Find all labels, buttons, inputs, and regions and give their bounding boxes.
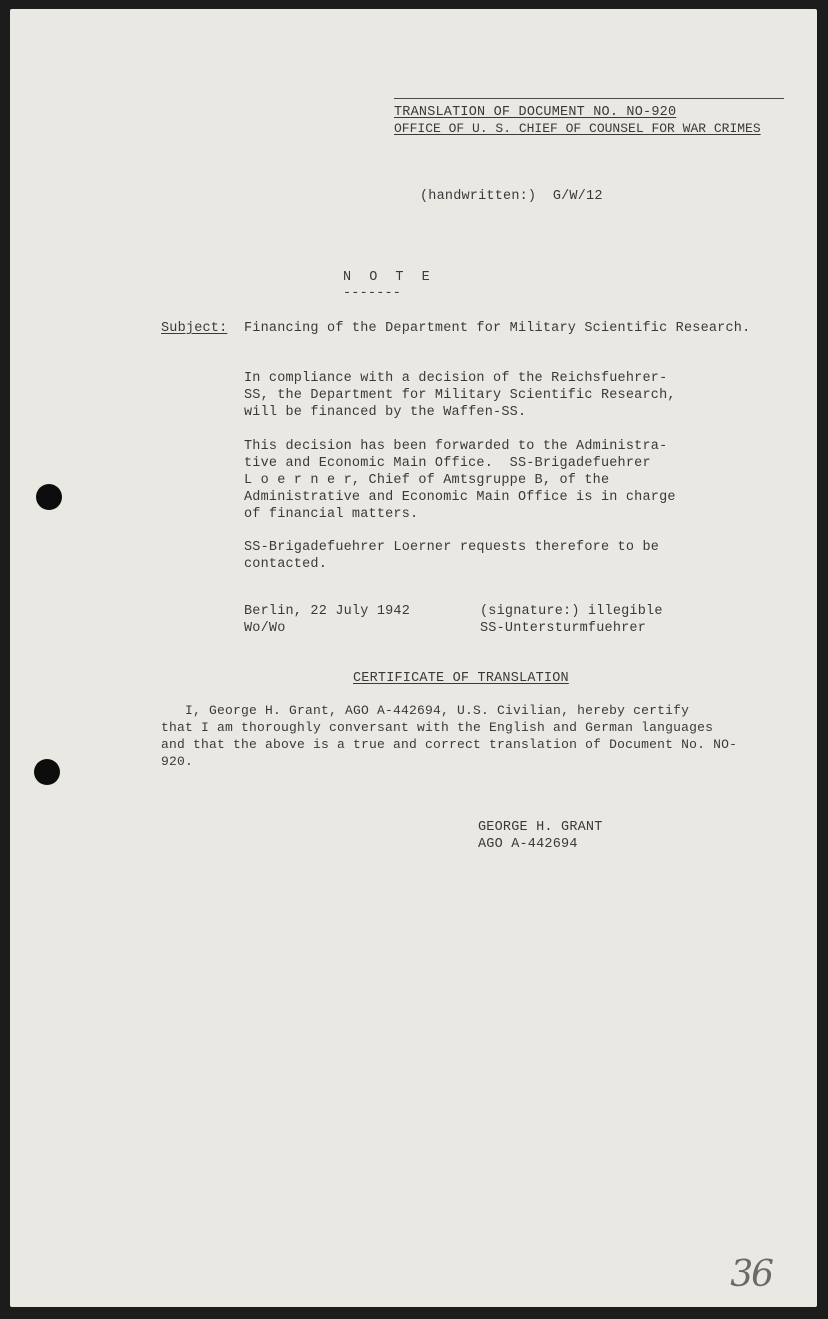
- certificate-line: 920.: [161, 754, 194, 769]
- paragraph-line: L o e r n e r, Chief of Amtsgruppe B, of the: [244, 473, 610, 488]
- signatory-rank: SS-Untersturmfuehrer: [480, 621, 647, 636]
- document-page: [10, 9, 817, 1307]
- note-title: N O T E: [343, 270, 435, 285]
- paragraph-line: will be financed by the Waffen-SS.: [244, 405, 527, 420]
- subject-label: Subject:: [161, 321, 228, 336]
- header-office-line: OFFICE OF U. S. CHIEF OF COUNSEL FOR WAR CRIMES: [394, 121, 761, 136]
- translator-ago: AGO A-442694: [478, 837, 578, 852]
- certificate-title: CERTIFICATE OF TRANSLATION: [353, 671, 569, 686]
- certificate-line: I, George H. Grant, AGO A-442694, U.S. Civilian, hereby certify: [161, 703, 690, 718]
- paragraph-line: This decision has been forwarded to the Administra-: [244, 439, 668, 454]
- paragraph-line: tive and Economic Main Office. SS-Brigadefuehrer: [244, 456, 651, 471]
- header-top-rule: [394, 98, 784, 99]
- handwritten-reference: (handwritten:) G/W/12: [420, 189, 603, 204]
- paragraph-line: In compliance with a decision of the Reichsfuehrer-: [244, 371, 668, 386]
- paragraph-line: Administrative and Economic Main Office is in charge: [244, 490, 676, 505]
- paragraph-line: contacted.: [244, 557, 328, 572]
- paragraph-line: SS, the Department for Military Scientific Research,: [244, 388, 676, 403]
- note-title-rule: -------: [343, 286, 402, 301]
- paragraph-line: SS-Brigadefuehrer Loerner requests therefore to be: [244, 540, 660, 555]
- paragraph-line: of financial matters.: [244, 507, 419, 522]
- certificate-line: and that the above is a true and correct translation of Document No. NO-: [161, 737, 738, 752]
- certificate-line: that I am thoroughly conversant with the English and German languages: [161, 720, 714, 735]
- handwritten-page-number: 36: [730, 1254, 772, 1295]
- subject-text: Financing of the Department for Military Scientific Research.: [244, 321, 751, 336]
- place-date: Berlin, 22 July 1942: [244, 604, 411, 619]
- translator-name: GEORGE H. GRANT: [478, 820, 603, 835]
- punch-hole-upper: [36, 484, 62, 510]
- punch-hole-lower: [34, 759, 60, 785]
- typist-initials: Wo/Wo: [244, 621, 286, 636]
- header-translation-line: TRANSLATION OF DOCUMENT NO. NO-920: [394, 105, 677, 120]
- signature-note: (signature:) illegible: [480, 604, 663, 619]
